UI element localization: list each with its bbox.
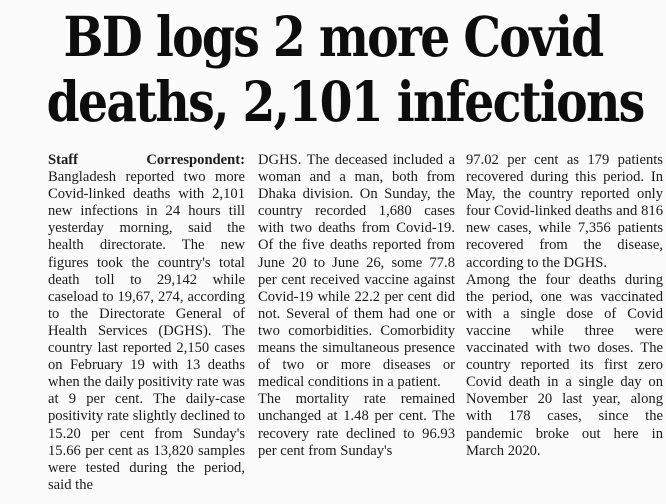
article-paragraph: The mortality rate remained unchanged at 1.48 per cent. The recovery rate declined to 96.93 per cent from Sunday's [258, 391, 455, 459]
headline-line-2: deaths, 2,101 infections [46, 69, 644, 134]
headline [46, 4, 644, 134]
article-paragraph: 97.02 per cent as 179 patients recovered during this period. In May, the country reported only four Covid-linked deaths and 816 new cases, while 7,356 patients recovered from the disease, according to the DGHS. [466, 152, 663, 271]
article-paragraph: DGHS. The deceased included a woman and a man, both from Dhaka division. On Sunday, the country recorded 1,680 cases with two deaths from Covid-19. Of the five deaths reported from June 20 to June 26, some 77.8 per cent received vaccine against Covid-19 while 22.2 per cent did not. Several of them had one or two comorbidities. Comorbidity means the simultaneous presence of two or more diseases or medical conditions in a patient. [258, 152, 455, 391]
article-text: Bangladesh reported two more Covid-linked deaths with 2,101 new infections in 24 hours till yesterday morning, said the health directorate. The new figures took the country's total death toll to 29,142 while caseload to 19,67, 274, according to the Directorate General of Health Services (DGHS). The country last reported 2,150 cases on February 19 with 13 deaths when the daily positivity rate was at 9 per cent. The daily-case positivity rate slightly declined to 15.20 per cent from Sunday's 15.66 per cent as 13,820 samples were tested during the period, said the [48, 169, 245, 493]
article-column-1 [48, 152, 245, 494]
article-column-2 [258, 152, 455, 460]
article-column-3 [466, 152, 663, 460]
article-paragraph: Among the four deaths during the period, one was vaccinated with a single dose of Covid vaccine while three were vaccinated with two doses. The country reported its first zero Covid death in a single day on November 20 last year, along with 178 cases, since the pandemic broke out here in March 2020. [466, 271, 663, 459]
article-paragraph [48, 152, 245, 494]
byline: Staff Correspondent: [48, 152, 245, 168]
headline-line-1: BD logs 2 more Covid [63, 4, 603, 69]
